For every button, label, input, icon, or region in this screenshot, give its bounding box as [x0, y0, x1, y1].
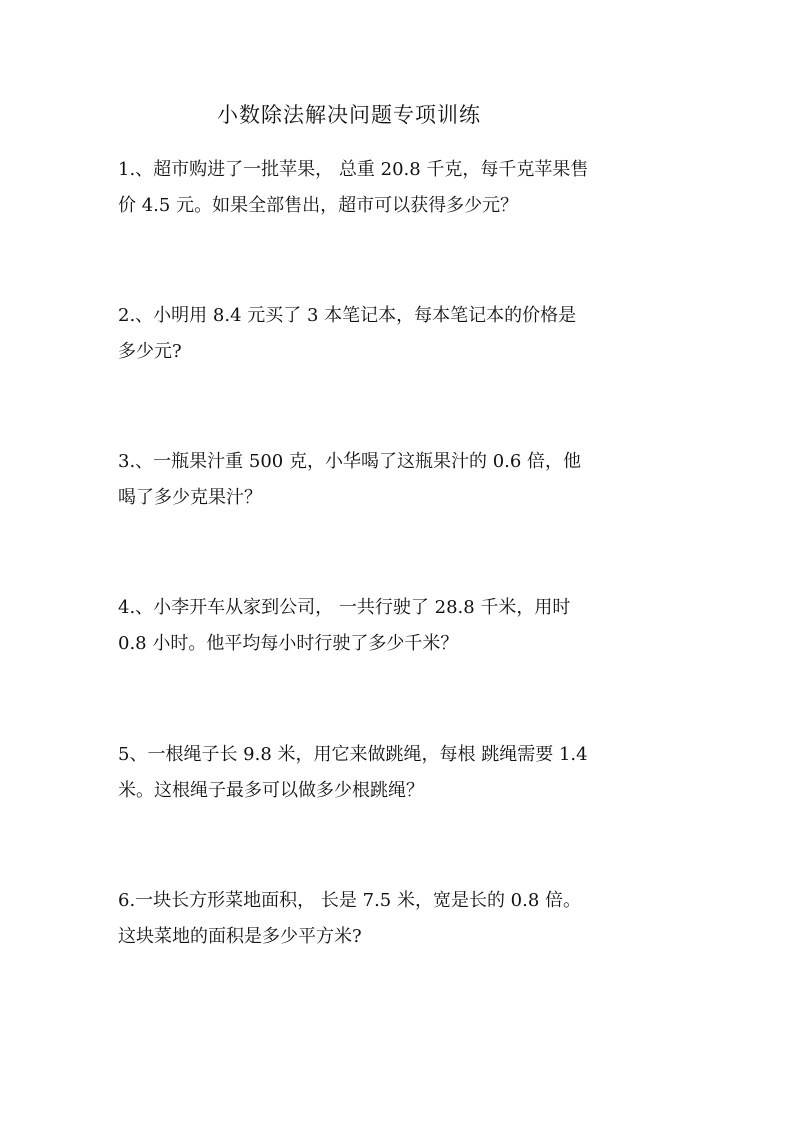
question-6-line-2: 这块菜地的面积是多少平方米? — [118, 926, 362, 947]
question-6-line-1: 6.一块长方形菜地面积， 长是 7.5 米，宽是长的 0.8 倍。 — [118, 890, 582, 911]
question-5 — [118, 737, 678, 809]
question-4-line-1: 4.、小李开车从家到公司， 一共行驶了 28.8 千米，用时 — [118, 597, 571, 618]
question-5-line-2: 米。这根绳子最多可以做多少根跳绳？ — [118, 780, 424, 801]
question-1-line-1: 1.、超市购进了一批苹果， 总重 20.8 千克，每千克苹果售 — [118, 159, 589, 180]
question-2-line-1: 2.、小明用 8.4 元买了 3 本笔记本，每本笔记本的价格是 — [118, 305, 577, 326]
question-5-line-1: 5、一根绳子长 9.8 米，用它来做跳绳，每根 跳绳需要 1.4 — [118, 744, 588, 765]
question-2 — [118, 298, 678, 370]
question-3-line-1: 3.、一瓶果汁重 500 克，小华喝了这瓶果汁的 0.6 倍，他 — [118, 451, 582, 472]
document-title: 小数除法解决问题专项训练 — [217, 103, 481, 127]
question-3 — [118, 444, 678, 516]
question-4 — [118, 590, 678, 662]
question-6 — [118, 883, 678, 955]
question-3-line-2: 喝了多少克果汁？ — [118, 487, 262, 508]
question-1 — [118, 152, 678, 224]
question-2-line-2: 多少元? — [118, 341, 182, 362]
question-4-line-2: 0.8 小时。他平均每小时行驶了多少千米？ — [118, 633, 459, 654]
question-1-line-2: 价 4.5 元。如果全部售出，超市可以获得多少元？ — [118, 195, 519, 216]
